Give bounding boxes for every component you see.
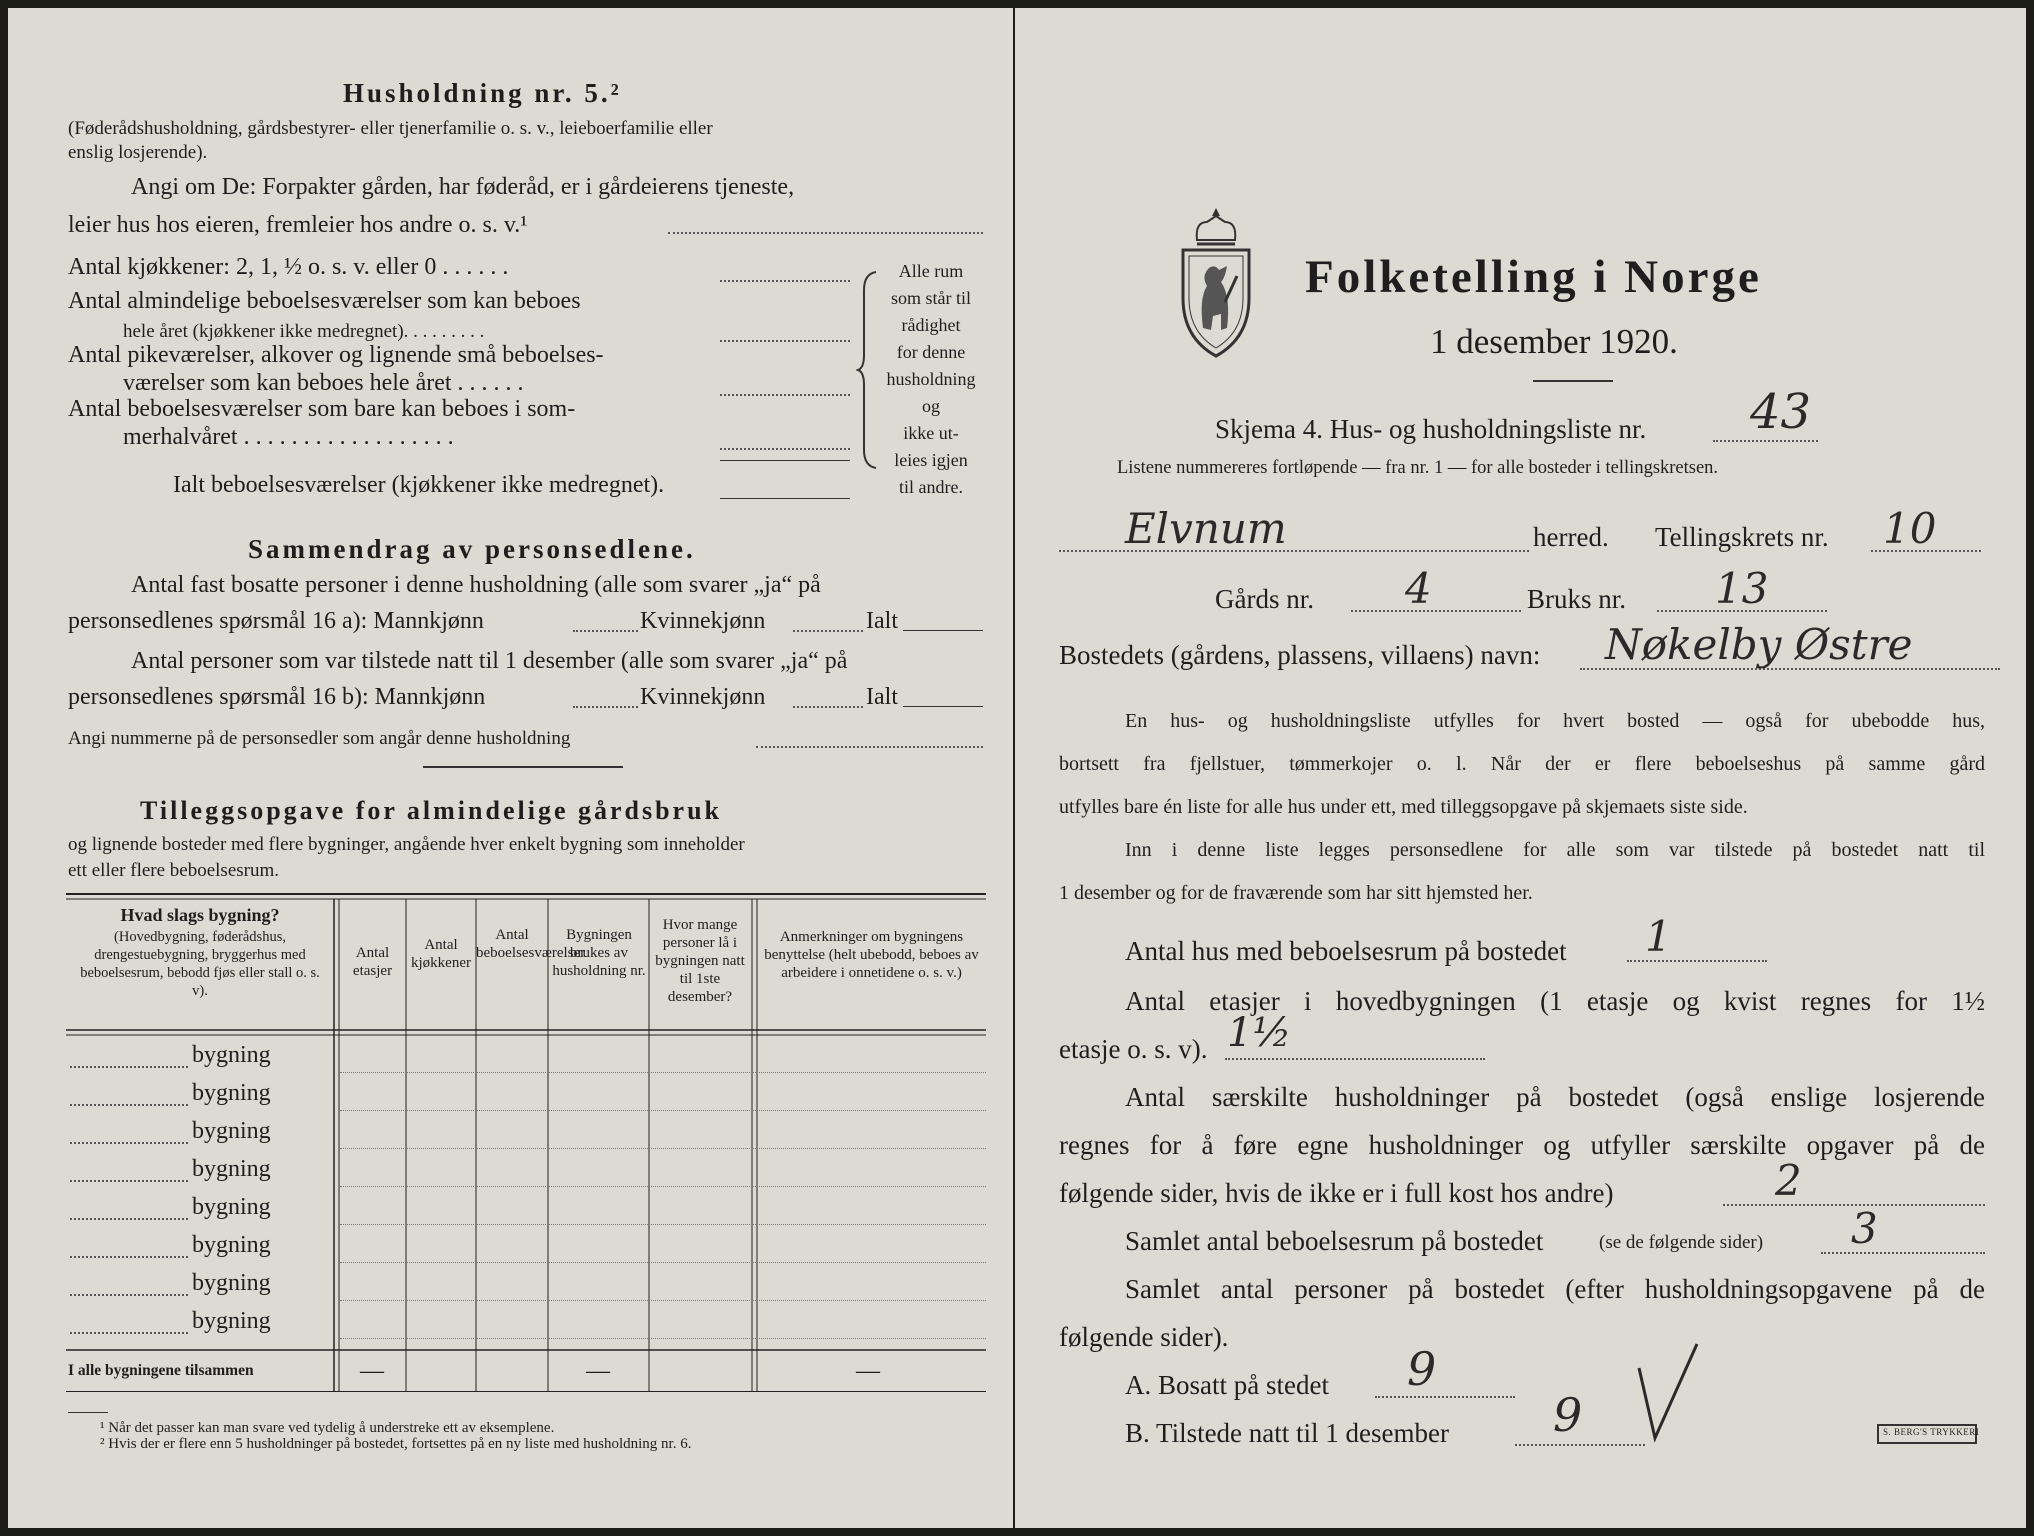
saerskilte-line-2: regnes for å føre egne husholdninger og utfyller særskilte opgaver på de — [1059, 1130, 1985, 1160]
section-divider — [423, 766, 623, 768]
building-row-label: bygning — [192, 1232, 271, 1258]
brace-note: Alle rum som står til rådighet for denne husholdning og ikke ut- leies igjen til andre. — [886, 261, 976, 497]
rooms-sum-line — [720, 460, 850, 461]
kvinnekjonn-label-b: Kvinnekjønn — [640, 684, 766, 710]
household-intro-1: (Føderådshusholdning, gårdsbestyrer- eller tjenerfamilie o. s. v., leieboerfamilie eller — [68, 118, 713, 139]
para1-line-1: En hus- og husholdningsliste utfylles for hvert bosted — også for ubebodde hus, — [1125, 710, 1985, 732]
para2-line-2: 1 desember og for de fraværende som har sitt hjemsted her. — [1059, 882, 1533, 904]
tellingskrets-label: Tellingskrets nr. — [1655, 522, 1829, 552]
sammendrag-line-1: Antal fast bosatte personer i denne husholdning (alle som svarer „ja“ på — [131, 572, 821, 598]
rooms-fill-1[interactable] — [720, 280, 850, 282]
total-dash-brukes: — — [586, 1358, 610, 1384]
nummerne-fill[interactable] — [756, 746, 983, 748]
skjema-nr-line[interactable] — [1713, 440, 1818, 442]
rooms-fill-2[interactable] — [720, 340, 850, 342]
hus-value: 1 — [1645, 912, 1672, 961]
building-row-line — [340, 1224, 986, 1225]
tilstede-value: 9 — [1553, 1388, 1583, 1442]
col-building-title: Hvad slags bygning? — [120, 905, 280, 925]
tilstede-label: B. Tilstede natt til 1 desember — [1125, 1418, 1449, 1448]
building-row-label: bygning — [192, 1080, 271, 1106]
right-page — [1015, 8, 2026, 1528]
building-row-type-field[interactable] — [70, 1142, 188, 1144]
household-intro-2: enslig losjerende). — [68, 142, 208, 163]
gards-label: Gårds nr. — [1215, 584, 1314, 614]
kvinnekjonn-fill-b[interactable] — [793, 706, 863, 708]
para1-line-2: bortsett fra fjellstuer, tømmerkojer o. l. Når der er flere beboelseshus på samme gård — [1059, 753, 1985, 775]
footnote-rule — [68, 1412, 108, 1413]
census-title: Folketelling i Norge — [1305, 251, 1762, 303]
bruks-label: Bruks nr. — [1527, 584, 1627, 614]
bosted-label: Bostedets (gårdens, plassens, villaens) navn: — [1059, 640, 1541, 670]
building-row-line — [340, 1338, 986, 1339]
building-table — [66, 892, 986, 1392]
rooms-line-1: Antal kjøkkener: 2, 1, ½ o. s. v. eller 0 . . . . . . — [68, 254, 509, 280]
norway-coat-of-arms-icon — [1177, 206, 1255, 360]
building-row-type-field[interactable] — [70, 1104, 188, 1106]
printer-stamp: S. BERG'S TRYKKERI — [1877, 1424, 1977, 1444]
ialt-label-a: Ialt — [866, 608, 898, 634]
rooms-fill-4[interactable] — [720, 448, 850, 450]
tillegg-title: Tilleggsopgave for almindelige gårdsbruk — [140, 796, 723, 825]
angi-line-2: leier hus hos eieren, fremleier hos andre o. s. v.¹ — [68, 212, 528, 238]
building-row-type-field[interactable] — [70, 1256, 188, 1258]
etasjer-line-2: etasje o. s. v). — [1059, 1034, 1208, 1064]
tellingskrets-value: 10 — [1883, 504, 1937, 553]
rooms-fill-3[interactable] — [720, 394, 850, 396]
rooms-line-2: Antal almindelige beboelsesværelser som kan beboes — [68, 288, 581, 314]
building-row-label: bygning — [192, 1042, 271, 1068]
mannkjonn-fill-a[interactable] — [573, 630, 638, 632]
building-row-line — [340, 1148, 986, 1149]
bosted-value: Nøkelby Østre — [1605, 620, 1913, 669]
building-row-type-field[interactable] — [70, 1180, 188, 1182]
ialt-label: Ialt beboelsesværelser (kjøkkener ikke medregnet). — [173, 472, 665, 498]
rooms-line-5: værelser som kan beboes hele året . . . . . . — [123, 370, 524, 396]
sammendrag-line-4: personsedlenes spørsmål 16 b): Mannkjønn — [68, 684, 486, 710]
personer-line-2: følgende sider). — [1059, 1322, 1229, 1352]
census-date: 1 desember 1920. — [1430, 322, 1678, 361]
total-dash-anmerkninger: — — [856, 1358, 880, 1384]
saerskilte-line-1: Antal særskilte husholdninger på bostedet (også enslige losjerende — [1125, 1082, 1985, 1112]
building-row-line — [340, 1300, 986, 1301]
building-row-type-field[interactable] — [70, 1294, 188, 1296]
tillegg-text-2: ett eller flere beboelsesrum. — [68, 860, 280, 881]
kvinnekjonn-label-a: Kvinnekjønn — [640, 608, 766, 634]
household-title: Husholdning nr. 5.² — [343, 78, 622, 108]
rooms-line-4: Antal pikeværelser, alkover og lignende små beboelses- — [68, 342, 604, 368]
sammendrag-title: Sammendrag av personsedlene. — [248, 534, 696, 564]
col-beboelsesvaerelser: Antal beboelsesværelser — [476, 927, 586, 961]
building-row-type-field[interactable] — [70, 1218, 188, 1220]
building-row-label: bygning — [192, 1194, 271, 1220]
building-row-type-field[interactable] — [70, 1066, 188, 1068]
bosatt-fill[interactable] — [1375, 1396, 1515, 1398]
skjema-nr-value: 43 — [1750, 384, 1812, 440]
building-row-label: bygning — [192, 1308, 271, 1334]
footnote-1: ¹ Når det passer kan man svare ved tydelig å understreke ett av eksemplene. — [100, 1420, 555, 1436]
building-row-type-field[interactable] — [70, 1332, 188, 1334]
bruks-value: 13 — [1715, 564, 1769, 613]
building-row-line — [340, 1262, 986, 1263]
saerskilte-value: 2 — [1775, 1156, 1802, 1205]
building-row-label: bygning — [192, 1156, 271, 1182]
footnote-2: ² Hvis der er flere enn 5 husholdninger på bostedet, fortsettes på en ny liste med husholdning nr. 6. — [100, 1436, 692, 1452]
etasjer-line-1: Antal etasjer i hovedbygningen (1 etasje og kvist regnes for 1½ — [1125, 986, 1985, 1016]
rooms-line-7: merhalvåret . . . . . . . . . . . . . . . . . . — [123, 424, 454, 450]
building-row-line — [340, 1186, 986, 1187]
etasjer-fill[interactable] — [1225, 1058, 1485, 1060]
sammendrag-line-2: personsedlenes spørsmål 16 a): Mannkjønn — [68, 608, 484, 634]
gards-line[interactable] — [1351, 610, 1521, 612]
angi-nummerne: Angi nummerne på de personsedler som angår denne husholdning — [68, 728, 571, 749]
col-personer: Hvor mange personer lå i bygningen natt til 1ste desember? — [655, 917, 745, 1005]
col-building-sub: (Hovedbygning, føderådshus, drengestuebygning, bryggerhus med beboelsesrum, bebodd fjøs eller stall o. s. v). — [80, 929, 320, 999]
hus-label: Antal hus med beboelsesrum på bostedet — [1125, 936, 1567, 966]
saerskilte-line-3: følgende sider, hvis de ikke er i full kost hos andre) — [1059, 1178, 1614, 1208]
ialt-fill-line[interactable] — [720, 498, 850, 499]
rooms-line-6: Antal beboelsesværelser som bare kan beboes i som- — [68, 396, 576, 422]
total-label: I alle bygningene tilsammen — [68, 1362, 254, 1379]
title-rule — [1533, 380, 1613, 382]
mannkjonn-fill-b[interactable] — [573, 706, 638, 708]
herred-value: Elvnum — [1125, 504, 1287, 553]
beboelsesrum-fill[interactable] — [1821, 1252, 1985, 1254]
col-etasjer: Antal etasjer — [352, 945, 393, 979]
beboelsesrum-value: 3 — [1851, 1204, 1878, 1253]
ialt-fill-b[interactable] — [903, 706, 983, 707]
personer-line-1: Samlet antal personer på bostedet (efter husholdningsopgavene på de — [1125, 1274, 1985, 1304]
sammendrag-line-3: Antal personer som var tilstede natt til 1 desember (alle som svarer „ja“ på — [131, 648, 848, 674]
building-row-label: bygning — [192, 1118, 271, 1144]
kvinnekjonn-fill-a[interactable] — [793, 630, 863, 632]
para1-line-3: utfylles bare én liste for alle hus under ett, med tilleggsopgave på skjemaets siste side. — [1059, 796, 1748, 818]
left-page — [8, 8, 1013, 1528]
building-row-label: bygning — [192, 1270, 271, 1296]
total-dash-etasjer: — — [360, 1358, 384, 1384]
rooms-line-3: hele året (kjøkkener ikke medregnet). . . . . . . . . — [123, 321, 485, 342]
ialt-label-b: Ialt — [866, 684, 898, 710]
skjema-label: Skjema 4. Hus- og husholdningsliste nr. — [1215, 414, 1647, 444]
listene-note: Listene nummereres fortløpende — fra nr. 1 — for alle bosteder i tellingskretsen. — [1117, 458, 1719, 478]
col-anmerkninger: Anmerkninger om bygningens benyttelse (helt ubebodd, beboes av arbeidere i onnetidene o. s. v.) — [764, 929, 979, 981]
col-brukes-av: Bygningen brukes av husholdning nr. — [552, 927, 646, 979]
bosatt-label: A. Bosatt på stedet — [1125, 1370, 1329, 1400]
herred-label: herred. — [1533, 522, 1609, 552]
bosatt-value: 9 — [1407, 1342, 1437, 1396]
para2-line-1: Inn i denne liste legges personsedlene for alle som var tilstede på bostedet natt til — [1125, 839, 1985, 861]
building-row-line — [340, 1072, 986, 1073]
angi-fill-line[interactable] — [668, 232, 983, 234]
beboelsesrum-note: (se de følgende sider) — [1599, 1232, 1764, 1253]
ialt-fill-a[interactable] — [903, 630, 983, 631]
angi-line-1: Angi om De: Forpakter gården, har føderåd, er i gårdeierens tjeneste, — [131, 174, 795, 200]
tilstede-fill[interactable] — [1515, 1444, 1645, 1446]
beboelsesrum-label: Samlet antal beboelsesrum på bostedet — [1125, 1226, 1544, 1256]
tillegg-text-1: og lignende bosteder med flere bygninger, angående hver enkelt bygning som inneholder — [68, 834, 745, 855]
col-kjokkener: Antal kjøkkener — [411, 937, 471, 971]
checkmark-icon — [1633, 1338, 1703, 1448]
gards-value: 4 — [1405, 564, 1432, 613]
etasjer-value: 1½ — [1227, 1010, 1292, 1056]
building-row-line — [340, 1110, 986, 1111]
